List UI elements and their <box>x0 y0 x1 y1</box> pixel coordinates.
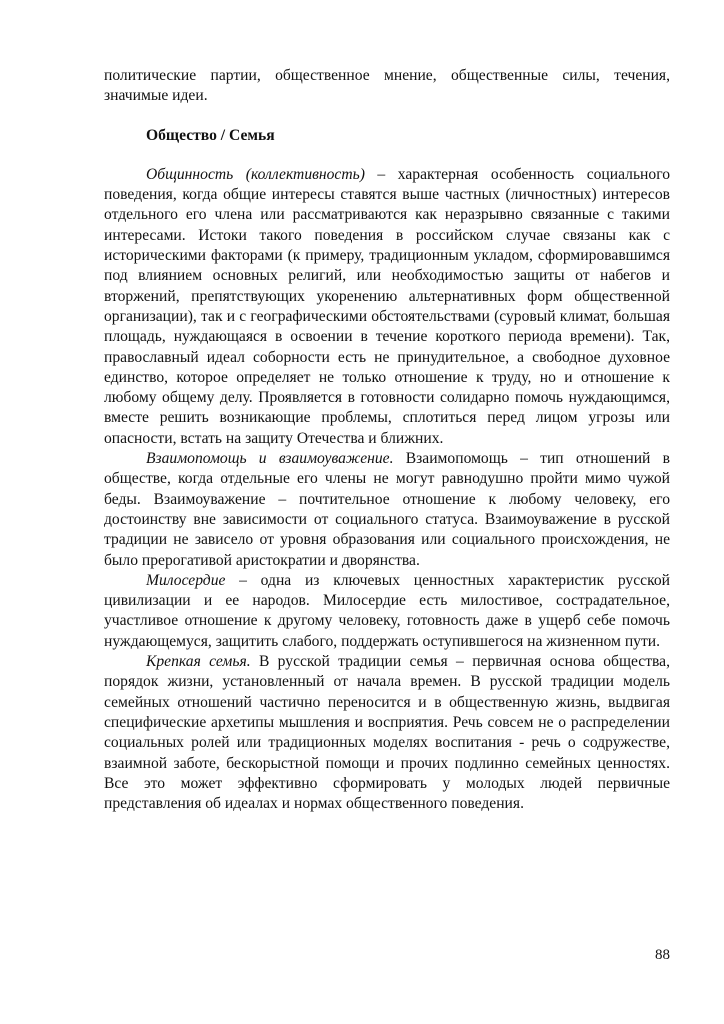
text-collectivism: – характерная особенность социального поведения, когда общие интересы ставятся выше частных (личностных) интересов отдельного его члена или рассматриваются как неразрывно связанные с такими интересами. Истоки такого поведения в российском случае связаны как с историческими факторами (к примеру, традиционным укладом, сформировавшимся под влиянием основных религий, или необходимостью защиты от набегов и вторжений, препятствующих укоренению альтернативных форм общественной организации), так и с географическими обстоятельствами (суровый климат, большая площадь, нуждающаяся в освоении в течение короткого периода времени). Так, православный идеал соборности есть не принудительное, а свободное духовное единство, которое определяет не только отношение к труду, но и отношение к любому общему делу. Проявляется в готовности солидарно помочь нуждающимся, вместе решить возникающие проблемы, сплотиться перед лицом угрозы или опасности, встать на защиту Отечества и ближних. <box>104 165 670 447</box>
paragraph-strong-family <box>104 652 670 814</box>
paragraph-mercy <box>104 571 670 652</box>
text-mutual-aid: Взаимопомощь – тип отношений в обществе, когда отдельные его члены не могут равнодушно пройти мимо чужой беды. Взаимоуважение – почтительное отношение к любому человеку, его достоинству вне зависимости от социального статуса. Взаимоуважение в русской традиции не зависело от уровня образования или социального происхождения, не было прерогативой аристократии и дворянства. <box>104 450 670 569</box>
text-mercy: – одна из ключевых ценностных характеристик русской цивилизации и ее народов. Милосердие есть милостивое, сострадательное, участливое отношение к другому человеку, готовность даже в ущерб себе помочь нуждающемуся, защитить слабого, поддержать оступившегося на жизненном пути. <box>104 571 670 650</box>
paragraph-collectivism <box>104 165 670 449</box>
term-collectivism: Общинность (коллективность) <box>146 165 365 183</box>
text-strong-family: В русской традиции семья – первичная основа общества, порядок жизни, установленный от начала времен. В русской традиции модель семейных отношений частично переносится и в общественную жизнь, выдвигая специфические архетипы мышления и восприятия. Речь совсем не о распределении социальных ролей или традиционных моделях воспитания - речь о содружестве, взаимной заботе, бескорыстной помощи и прочих подлинно семейных ценностях. Все это может эффективно сформировать у молодых людей первичные представления об идеалах и нормах общественного поведения. <box>104 653 671 813</box>
term-mutual-aid: Взаимопомощь и взаимоуважение. <box>146 450 394 468</box>
paragraph-mutual-aid <box>104 449 670 571</box>
section-heading: Общество / Семья <box>146 126 275 144</box>
page-number: 88 <box>655 947 670 963</box>
document-page <box>104 66 670 814</box>
intro-paragraph: политические партии, общественное мнение, общественные силы, течения, значимые идеи. <box>104 67 670 105</box>
term-mercy: Милосердие <box>146 571 226 589</box>
term-strong-family: Крепкая семья. <box>146 653 251 671</box>
